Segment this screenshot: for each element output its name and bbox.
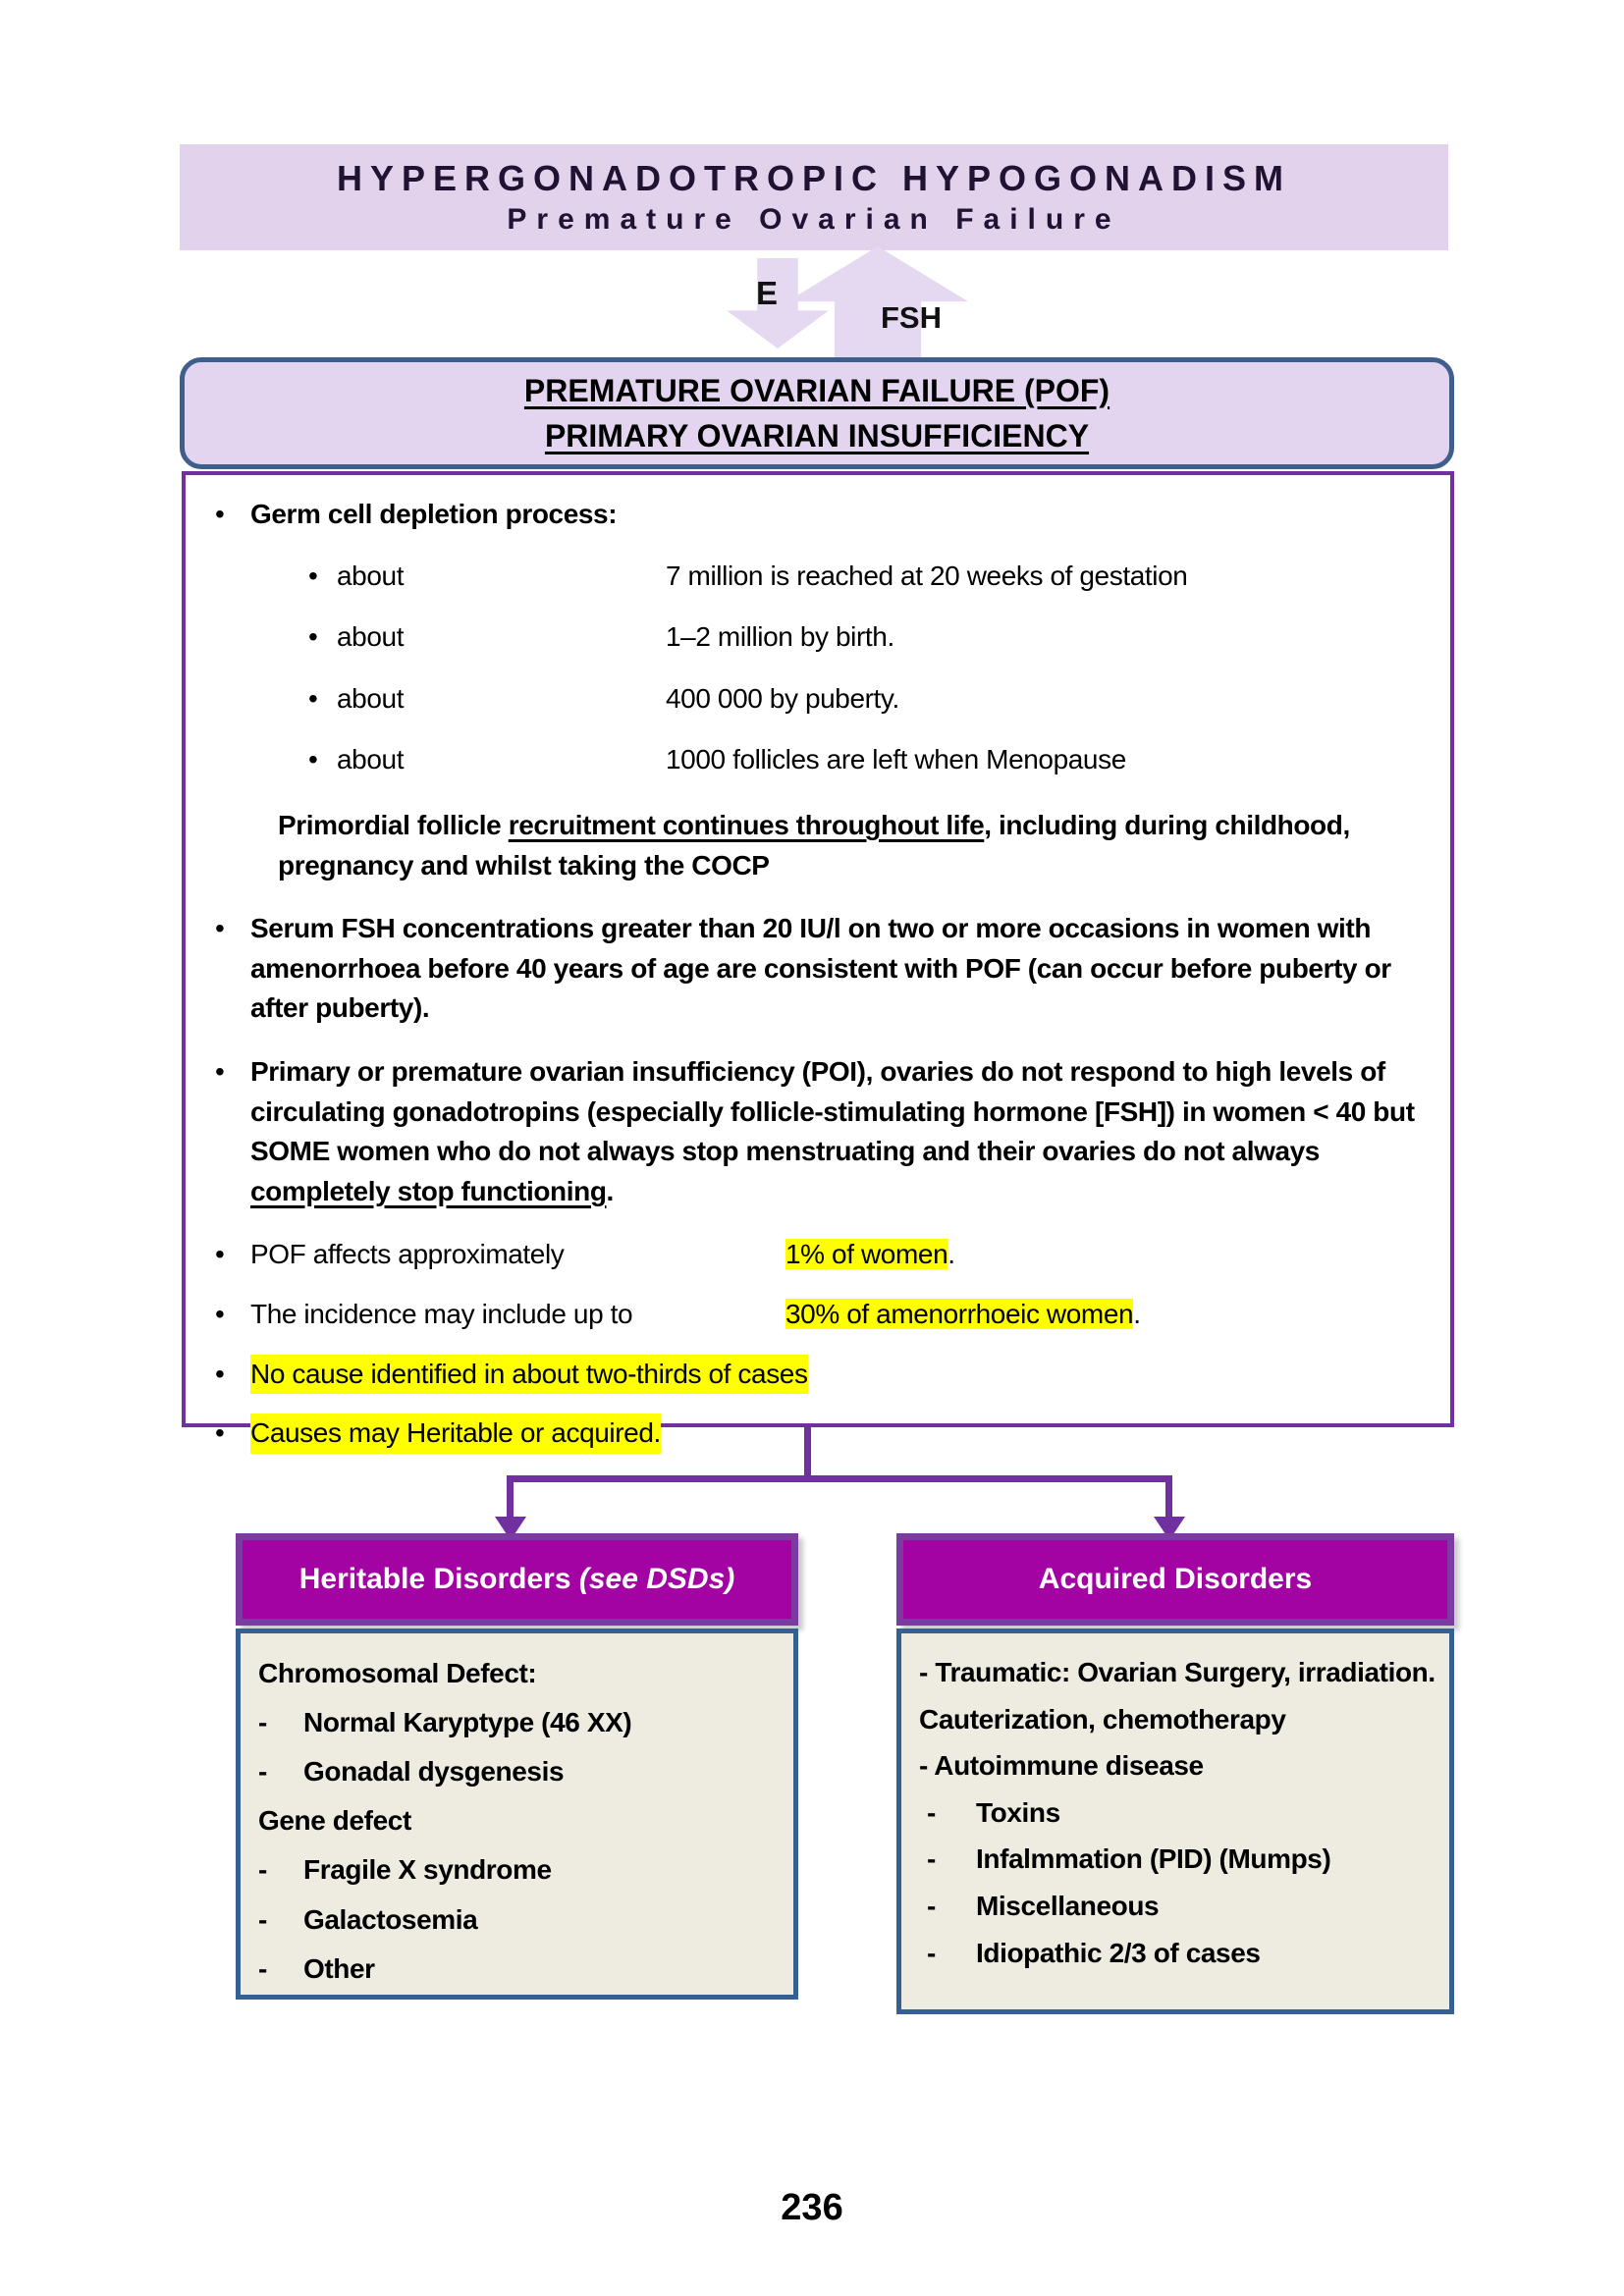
list-item: [258, 1896, 780, 1945]
pof-affects-highlight: 1% of women: [785, 1239, 948, 1270]
about-label: about: [337, 560, 405, 591]
about-label: about: [337, 621, 405, 653]
list-item: Chromosomal Defect:: [258, 1658, 537, 1688]
list-item: [919, 1649, 1435, 1742]
bullet-icon: •: [308, 621, 318, 653]
list-item-text: Infalmmation (PID) (Mumps): [976, 1843, 1331, 1875]
poi-paragraph: [250, 1052, 1425, 1211]
incidence-value: [785, 1295, 1141, 1335]
acquired-disorders-box: [896, 1629, 1454, 2014]
dash-marker: -: [258, 1903, 267, 1935]
poi-underlined: completely stop functioning: [250, 1175, 607, 1206]
about-label: about: [337, 682, 405, 714]
about-row: [209, 557, 1425, 597]
about-value: 1–2 million by birth.: [666, 621, 894, 653]
heritable-disorders-box: [236, 1629, 798, 2000]
list-item-text: Idiopathic 2/3 of cases: [976, 1937, 1261, 1968]
list-item: [919, 1883, 1435, 1930]
primordial-follicle-paragraph: [209, 806, 1425, 885]
primordial-underlined: recruitment continues throughout life: [508, 809, 985, 840]
connector-right-line: [1165, 1475, 1172, 1519]
pof-content-box: [182, 471, 1454, 1449]
bullet-icon: •: [215, 913, 225, 944]
bullet-icon: •: [308, 560, 318, 591]
pof-title-line2: PRIMARY OVARIAN INSUFFICIENCY: [544, 418, 1090, 454]
list-item: Gene defect: [258, 1805, 411, 1837]
heritable-header-pre: Heritable Disorders: [298, 1563, 571, 1595]
about-label: about: [337, 744, 405, 775]
pof-affects-value: [785, 1235, 955, 1275]
dash-marker: -: [927, 1890, 936, 1921]
dash-marker: -: [927, 1843, 936, 1875]
list-item-text: Traumatic: Ovarian Surgery, irradiation. Cauterization, chemotherapy: [919, 1657, 1435, 1735]
list-item-text: Toxins: [976, 1796, 1060, 1828]
page-title: HYPERGONADOTROPIC HYPOGONADISM: [336, 158, 1292, 198]
bullet-icon: •: [215, 1358, 225, 1389]
pof-affects-label: POF affects approximately: [250, 1239, 565, 1270]
list-item-text: Miscellaneous: [976, 1890, 1160, 1921]
pof-title-box: [180, 357, 1454, 469]
list-item: [919, 1930, 1435, 1977]
incidence-label: The incidence may include up to: [250, 1298, 633, 1329]
list-item-text: Autoimmune disease: [934, 1750, 1204, 1782]
list-item-text: Galactosemia: [303, 1903, 478, 1935]
page-subtitle: Premature Ovarian Failure: [507, 203, 1121, 236]
bullet-icon: •: [215, 1298, 225, 1329]
poi-post: .: [606, 1175, 614, 1206]
list-item-text: Gonadal dysgenesis: [303, 1756, 565, 1788]
causes-text: Causes may Heritable or acquired.: [250, 1414, 661, 1454]
no-cause-row: [209, 1355, 1425, 1395]
incidence-row: [209, 1295, 1425, 1335]
primordial-post: , including during childhood, pregnancy and whilst taking the COCP: [278, 809, 1350, 881]
no-cause-text: No cause identified in about two-thirds of cases: [250, 1355, 808, 1395]
estrogen-arrow-label: E: [756, 275, 779, 311]
about-row: [209, 679, 1425, 720]
about-value: 400 000 by puberty.: [666, 682, 899, 714]
heritable-disorders-header: [236, 1533, 798, 1626]
page-title-banner: [180, 144, 1448, 250]
causes-row: [209, 1414, 1425, 1454]
list-item: [258, 1747, 780, 1796]
connector-stub-line: [804, 1427, 811, 1480]
list-item-text: Other: [303, 1952, 375, 1984]
acquired-disorders-header-text: Acquired Disorders: [903, 1540, 1447, 1619]
list-item: [258, 1845, 780, 1895]
pof-affects-row: [209, 1235, 1425, 1275]
heritable-header-italic: (see DSDs): [578, 1563, 735, 1595]
pof-affects-period: .: [947, 1239, 955, 1270]
about-row: [209, 617, 1425, 658]
serum-fsh-text: Serum FSH concentrations greater than 20 IU/l on two or more occasions in women with amenorrhoea before 40 years of age are consistent with POF (can occur before puberty or after puberty).: [250, 913, 1391, 1024]
acquired-disorders-header: [896, 1533, 1454, 1626]
dash-marker: -: [919, 1750, 928, 1782]
poi-row: [209, 1052, 1425, 1211]
list-item: [919, 1789, 1435, 1837]
dash-marker: -: [258, 1756, 267, 1788]
bullet-icon: •: [308, 682, 318, 714]
dash-marker: -: [258, 1854, 267, 1886]
poi-pre: Primary or premature ovarian insufficiency (POI), ovaries do not respond to high levels of circulating gonadotropins (especially follicle-stimulating hormone [FSH]) in women < 40 but SOME women who do not always stop menstruating and their ovaries do not always: [250, 1055, 1415, 1167]
primordial-pre: Primordial follicle: [278, 809, 509, 840]
list-item-text: Fragile X syndrome: [303, 1854, 552, 1886]
pof-title-line1: PREMATURE OVARIAN FAILURE (POF): [523, 372, 1110, 408]
about-row: [209, 740, 1425, 780]
fsh-arrow-label: FSH: [881, 300, 942, 335]
list-item: [258, 1698, 780, 1747]
about-value: 1000 follicles are left when Menopause: [666, 744, 1126, 775]
dash-marker: -: [927, 1796, 936, 1828]
connector-horizontal-line: [507, 1475, 1172, 1482]
heritable-disorders-header-text: [243, 1540, 791, 1619]
list-item: [919, 1742, 1435, 1789]
bullet-icon: •: [215, 1239, 225, 1270]
about-value: 7 million is reached at 20 weeks of gestation: [666, 560, 1188, 591]
page-number: 236: [781, 2187, 843, 2228]
bullet-icon: •: [215, 1417, 225, 1449]
list-item: [258, 1945, 780, 1994]
connector-left-line: [507, 1475, 514, 1519]
incidence-period: .: [1133, 1298, 1141, 1329]
dash-marker: -: [258, 1952, 267, 1984]
list-item-text: Normal Karyptype (46 XX): [303, 1707, 632, 1738]
dash-marker: -: [927, 1937, 936, 1968]
dash-marker: -: [258, 1707, 267, 1738]
incidence-highlight: 30% of amenorrhoeic women: [785, 1298, 1134, 1329]
dash-marker: -: [919, 1657, 928, 1687]
germ-cell-heading: Germ cell depletion process:: [250, 499, 618, 529]
bullet-icon: •: [215, 1055, 225, 1087]
germ-cell-heading-row: [209, 495, 1425, 535]
bullet-icon: •: [308, 744, 318, 775]
list-item: [919, 1836, 1435, 1883]
serum-fsh-row: [209, 909, 1425, 1029]
bullet-icon: •: [215, 499, 225, 529]
